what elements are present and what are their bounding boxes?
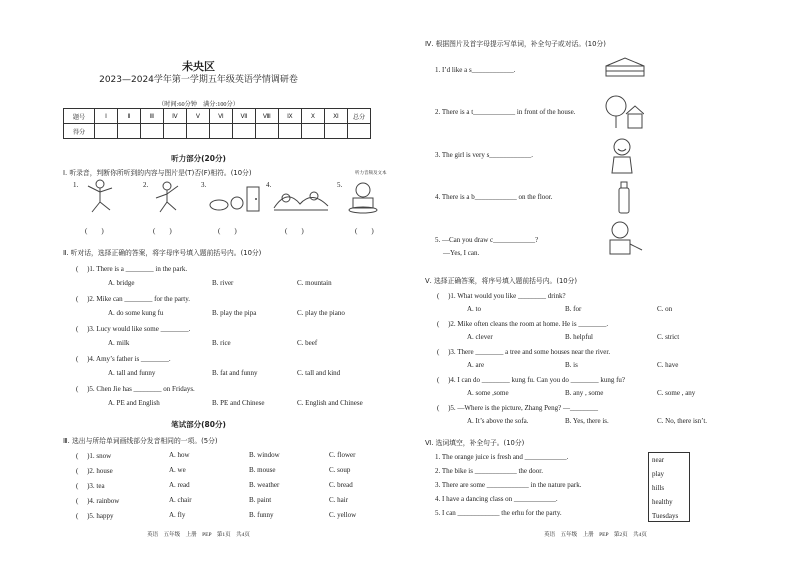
exam-title: 2023—2024学年第一学期五年级英语学情调研卷 — [99, 75, 298, 85]
score-blank[interactable] — [256, 124, 279, 139]
q3-option-a[interactable]: A. how — [169, 451, 190, 459]
score-cell: Ⅳ — [164, 109, 187, 124]
q2-option-a[interactable]: A. do some kung fu — [108, 309, 164, 317]
q6-item: 4. I have a dancing class on ____________. — [435, 495, 558, 503]
word-bank-item: hills — [652, 484, 665, 492]
q5-option-b[interactable]: B. is — [565, 361, 578, 369]
q5-option-b[interactable]: B. Yes, there is. — [565, 417, 609, 425]
score-blank[interactable] — [279, 124, 302, 139]
girl-drawing-image — [604, 220, 644, 260]
q3-option-c[interactable]: C. bread — [329, 481, 353, 489]
q5-option-a[interactable]: A. are — [467, 361, 485, 369]
q3-option-b[interactable]: B. funny — [249, 511, 274, 519]
boy-eating-image — [345, 180, 381, 214]
q6-item: 2. The bike is ____________ the door. — [435, 467, 543, 475]
q4-item: 5. —Can you draw c____________? — [435, 236, 539, 244]
q5-option-c[interactable]: C. on — [657, 305, 673, 313]
score-cell: Ⅶ — [233, 109, 256, 124]
district-title: 未央区 — [182, 60, 215, 73]
answer-bracket[interactable]: ( ) — [153, 227, 172, 235]
q5-option-c[interactable]: C. have — [657, 361, 679, 369]
score-cell: Ⅲ — [141, 109, 164, 124]
q3-option-b[interactable]: B. mouse — [249, 466, 276, 474]
q3-option-c[interactable]: C. flower — [329, 451, 356, 459]
q2-option-c[interactable]: C. English and Chinese — [297, 399, 363, 407]
score-cell: Ⅺ — [325, 109, 348, 124]
q2-option-c[interactable]: C. tall and kind — [297, 369, 341, 377]
q2-option-b[interactable]: B. river — [212, 279, 234, 287]
answer-bracket[interactable]: ( ) — [355, 227, 374, 235]
q3-word: ( )3. tea — [76, 482, 105, 490]
dancing-kid-image — [150, 180, 184, 214]
answer-bracket[interactable]: ( ) — [85, 227, 104, 235]
q5-stem: ( )5. —Where is the picture, Zhang Peng? —________ — [437, 404, 598, 412]
q4-item: 1. I’d like a s____________. — [435, 66, 516, 74]
score-blank[interactable] — [141, 124, 164, 139]
q4-item: 4. There is a b____________ on the floor. — [435, 193, 553, 201]
score-blank[interactable] — [164, 124, 187, 139]
q5-option-a[interactable]: A. some ,some — [467, 389, 509, 397]
score-blank[interactable] — [233, 124, 256, 139]
pic-num: 5. — [337, 181, 343, 189]
score-blank[interactable] — [95, 124, 118, 139]
score-blank[interactable] — [325, 124, 348, 139]
q3-title: Ⅲ. 选出与所给单词画线部分发音相同的一项。(5分) — [63, 437, 218, 445]
q2-title: Ⅱ. 听对话，选择正确的答案，将字母序号填入题前括号内。(10分) — [63, 249, 262, 257]
q1-title: Ⅰ. 听录音，判断你所听到的内容与图片是(T)否(F)相符。(10分) — [63, 169, 252, 177]
q3-word: ( )4. rainbow — [76, 497, 120, 505]
q2-option-a[interactable]: A. tall and funny — [108, 369, 156, 377]
kung-fu-kid-image — [80, 178, 120, 214]
footer-right: 英语 五年级 上册 PEP 第2页 共4页 — [544, 532, 647, 538]
word-bank-item: Tuesdays — [652, 512, 679, 520]
listening-heading: 听力部分(20分) — [171, 154, 226, 163]
score-cell: Ⅸ — [279, 109, 302, 124]
q2-option-b[interactable]: B. PE and Chinese — [212, 399, 265, 407]
q3-word: ( )5. happy — [76, 512, 114, 520]
q3-option-a[interactable]: A. fly — [169, 511, 186, 519]
q2-option-b[interactable]: B. play the pipa — [212, 309, 257, 317]
sandwich-image — [604, 56, 646, 80]
q2-option-c[interactable]: C. mountain — [297, 279, 332, 287]
q5-option-a[interactable]: A. clever — [467, 333, 493, 341]
q6-title: Ⅵ. 选词填空，补全句子。(10分) — [425, 439, 525, 447]
score-blank[interactable] — [348, 124, 371, 139]
score-blank[interactable] — [187, 124, 210, 139]
q5-option-b[interactable]: B. any , some — [565, 389, 604, 397]
bottle-image — [617, 181, 631, 215]
q4-item: 2. There is a t____________ in front of the house. — [435, 108, 576, 116]
q5-option-a[interactable]: A. It’s above the sofa. — [467, 417, 529, 425]
q5-option-c[interactable]: C. some , any — [657, 389, 696, 397]
pic-num: 4. — [266, 181, 272, 189]
score-blank[interactable] — [210, 124, 233, 139]
word-bank — [648, 452, 690, 522]
answer-bracket[interactable]: ( ) — [218, 227, 237, 235]
score-cell: Ⅵ — [210, 109, 233, 124]
q5-stem: ( )3. There ________ a tree and some houses near the river. — [437, 348, 611, 356]
score-cell: 题号 — [64, 109, 95, 124]
q3-option-c[interactable]: C. soup — [329, 466, 351, 474]
q3-option-b[interactable]: B. paint — [249, 496, 272, 504]
q4-item: —Yes, I can. — [443, 249, 480, 257]
answer-bracket[interactable]: ( ) — [285, 227, 304, 235]
smiling-girl-image — [608, 137, 636, 177]
q2-option-b[interactable]: B. fat and funny — [212, 369, 258, 377]
word-bank-item: healthy — [652, 498, 673, 506]
q5-option-b[interactable]: B. for — [565, 305, 582, 313]
q3-option-b[interactable]: B. window — [249, 451, 280, 459]
door-image — [245, 185, 261, 213]
q2-stem: ( )3. Lucy would like some ________. — [76, 325, 191, 333]
q5-stem: ( )1. What would you like ________ drink? — [437, 292, 566, 300]
food-image — [207, 193, 247, 213]
score-table — [63, 108, 371, 139]
pic-num: 2. — [143, 181, 149, 189]
score-cell: Ⅴ — [187, 109, 210, 124]
q3-option-a[interactable]: A. read — [169, 481, 190, 489]
score-cell: Ⅹ — [302, 109, 325, 124]
q6-item: 3. There are some ____________ in the nature park. — [435, 481, 582, 489]
score-cell: 总分 — [348, 109, 371, 124]
footer-left: 英语 五年级 上册 PEP 第1页 共4页 — [147, 532, 250, 538]
q2-option-a[interactable]: A. milk — [108, 339, 130, 347]
q6-item: 1. The orange juice is fresh and ____________. — [435, 453, 569, 461]
q3-option-c[interactable]: C. hair — [329, 496, 349, 504]
q3-option-b[interactable]: B. weather — [249, 481, 280, 489]
q2-option-c[interactable]: C. play the piano — [297, 309, 345, 317]
q5-title: Ⅴ. 选择正确答案，将序号填入题前括号内。(10分) — [425, 277, 578, 285]
word-bank-item: near — [652, 456, 665, 464]
q5-option-c[interactable]: C. No, there isn’t. — [657, 417, 708, 425]
q2-stem: ( )1. There is a ________ in the park. — [76, 265, 188, 273]
q4-title: Ⅳ. 根据图片及首字母提示写单词，补全句子或对话。(10分) — [425, 40, 606, 48]
word-bank-item: play — [652, 470, 665, 478]
q5-option-b[interactable]: B. helpful — [565, 333, 593, 341]
q5-stem: ( )4. I can do ________ kung fu. Can you do ________ kung fu? — [437, 376, 626, 384]
score-blank[interactable] — [302, 124, 325, 139]
score-cell: 得分 — [64, 124, 95, 139]
q3-word: ( )1. snow — [76, 452, 112, 460]
score-cell: Ⅰ — [95, 109, 118, 124]
q5-option-a[interactable]: A. to — [467, 305, 481, 313]
score-cell: Ⅷ — [256, 109, 279, 124]
tree-house-image — [604, 94, 644, 132]
park-scene-image — [272, 184, 330, 214]
q2-option-c[interactable]: C. beef — [297, 339, 318, 347]
score-cell: Ⅱ — [118, 109, 141, 124]
q3-word: ( )2. house — [76, 467, 113, 475]
score-blank[interactable] — [118, 124, 141, 139]
q2-option-a[interactable]: A. bridge — [108, 279, 135, 287]
q6-item: 5. I can ____________ the erhu for the party. — [435, 509, 562, 517]
score-table-score-row — [64, 124, 371, 139]
q2-option-a[interactable]: A. PE and English — [108, 399, 160, 407]
audio-note: 听力音频及文本 — [355, 170, 387, 175]
q4-item: 3. The girl is very s____________. — [435, 151, 534, 159]
q3-option-a[interactable]: A. we — [169, 466, 186, 474]
q2-option-b[interactable]: B. rice — [212, 339, 231, 347]
q2-stem: ( )2. Mike can ________ for the party. — [76, 295, 191, 303]
exam-meta: （时间:60分钟 满分:100分） — [158, 101, 239, 108]
q2-stem: ( )4. Amy’s father is ________. — [76, 355, 171, 363]
score-table-header-row — [64, 109, 371, 124]
q5-option-c[interactable]: C. strict — [657, 333, 680, 341]
writing-heading: 笔试部分(80分) — [171, 420, 226, 429]
q5-stem: ( )2. Mike often cleans the room at home. He is ________. — [437, 320, 609, 328]
pic-num: 3. — [201, 181, 207, 189]
q3-option-a[interactable]: A. chair — [169, 496, 192, 504]
q2-stem: ( )5. Chen Jie has ________ on Fridays. — [76, 385, 195, 393]
q3-option-c[interactable]: C. yellow — [329, 511, 357, 519]
pic-num: 1. — [73, 181, 79, 189]
